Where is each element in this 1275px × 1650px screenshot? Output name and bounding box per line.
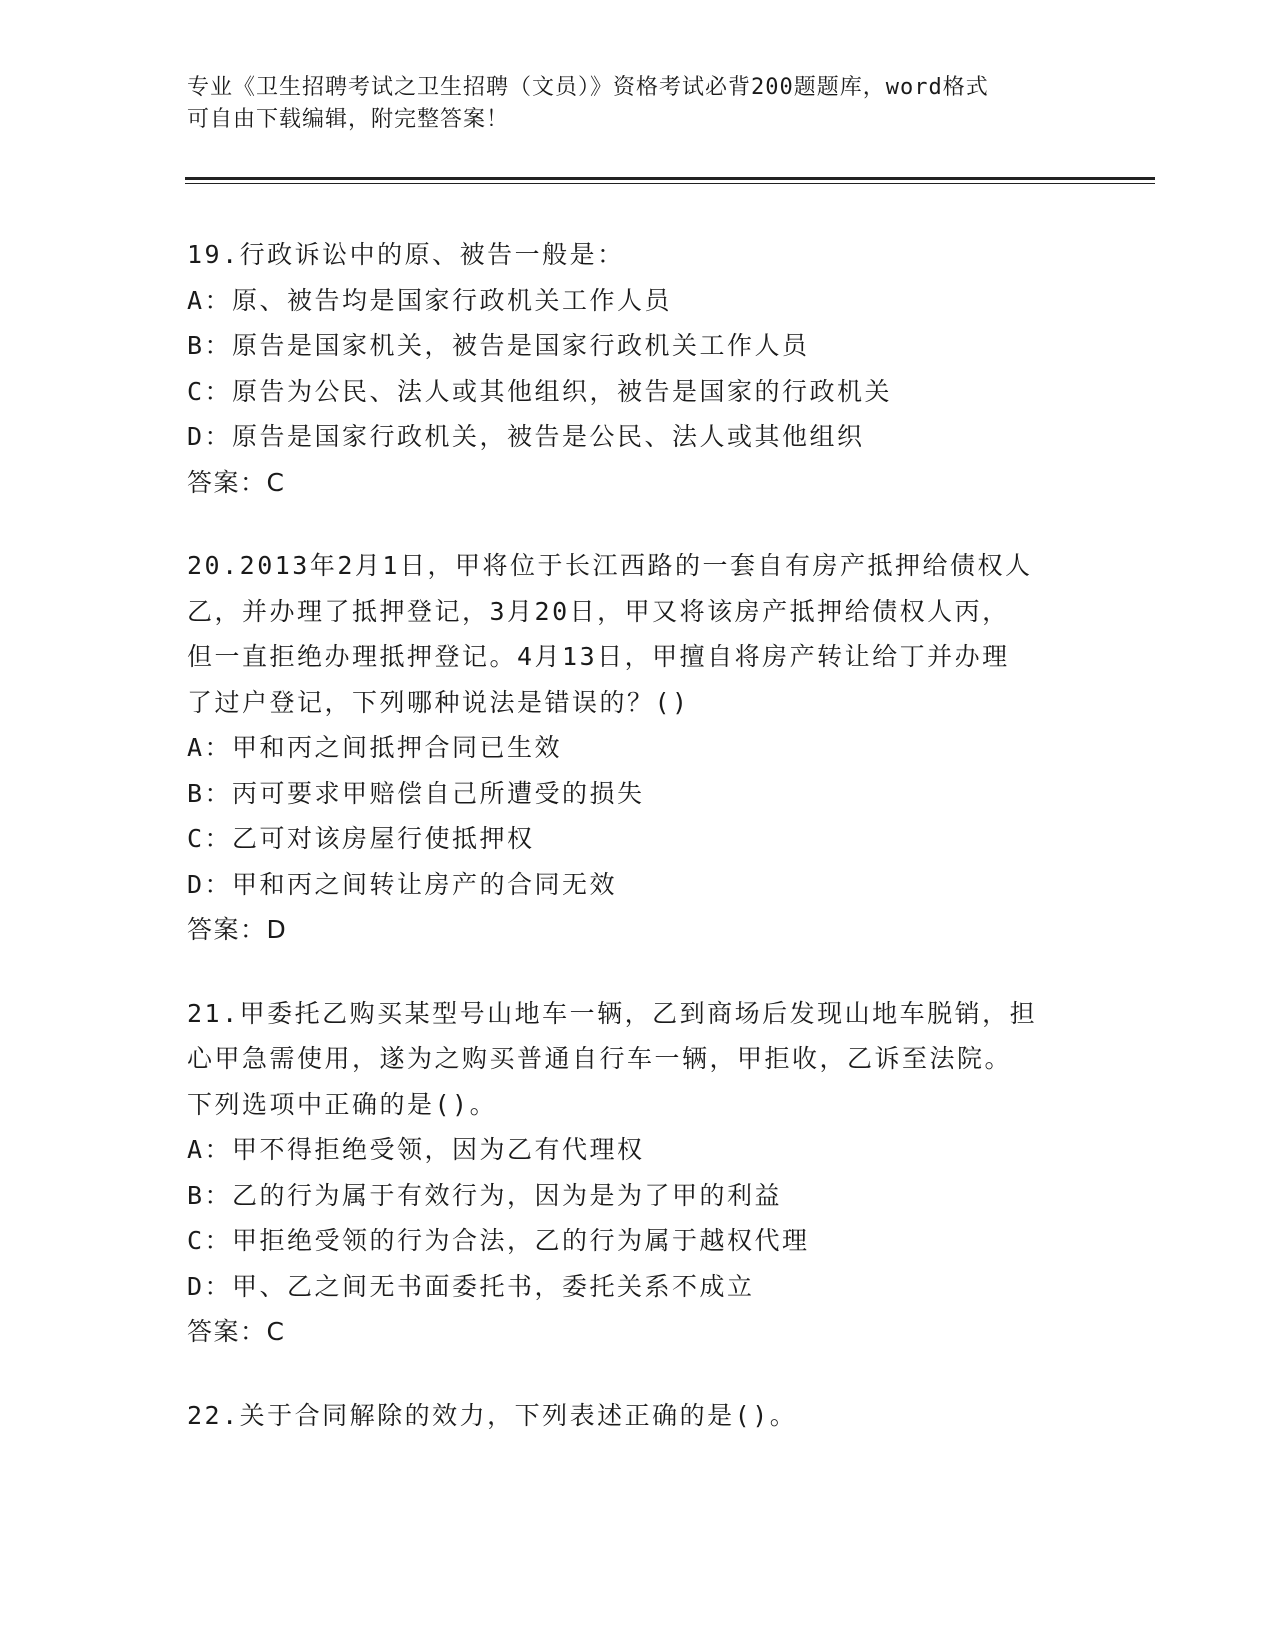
option-b: B：丙可要求甲赔偿自己所遭受的损失 [187,778,645,808]
question-19 [187,232,1087,505]
question-stem: 心甲急需使用，遂为之购买普通自行车一辆，甲拒收，乙诉至法院。 [187,1044,1013,1073]
question-stem: 乙，并办理了抵押登记，3月20日，甲又将该房产抵押给债权人丙， [187,596,1010,626]
question-21 [187,991,1087,1355]
question-stem: 19.行政诉讼中的原、被告一般是： [187,240,625,269]
question-stem: 但一直拒绝办理抵押登记。4月13日，甲擅自将房产转让给丁并办理 [187,642,1010,671]
question-stem: 下列选项中正确的是()。 [187,1089,498,1119]
option-c: C：甲拒绝受领的行为合法，乙的行为属于越权代理 [187,1226,810,1255]
option-b: B：原告是国家机关，被告是国家行政机关工作人员 [187,331,810,360]
question-stem: 20.2013年2月1日，甲将位于长江西路的一套自有房产抵押给债权人 [187,551,1033,580]
header-title-line-2: 可自由下载编辑，附完整答案！ [187,107,510,132]
option-d: D：原告是国家行政机关，被告是公民、法人或其他组织 [187,422,865,451]
question-stem: 22.关于合同解除的效力，下列表述正确的是()。 [187,1400,798,1430]
question-stem: 21.甲委托乙购买某型号山地车一辆，乙到商场后发现山地车脱销，担 [187,998,1038,1028]
option-a: A：甲和丙之间抵押合同已生效 [187,733,563,762]
option-a: A：甲不得拒绝受领，因为乙有代理权 [187,1135,645,1164]
question-22 [187,1393,1087,1439]
option-b: B：乙的行为属于有效行为，因为是为了甲的利益 [187,1180,783,1210]
option-c: C：原告为公民、法人或其他组织，被告是国家的行政机关 [187,376,893,406]
option-d: D：甲、乙之间无书面委托书，委托关系不成立 [187,1271,755,1301]
header-title-line-1: 专业《卫生招聘考试之卫生招聘（文员）》资格考试必背200题题库，word格式 [187,75,989,100]
question-stem: 了过户登记，下列哪种说法是错误的？() [187,687,690,717]
answer-label: 答案：C [187,467,286,497]
header-divider-thin [185,183,1155,184]
question-list [187,232,1087,1476]
question-20 [187,543,1087,953]
option-d: D：甲和丙之间转让房产的合同无效 [187,869,618,899]
document-header [187,72,1087,136]
option-c: C：乙可对该房屋行使抵押权 [187,824,535,853]
header-divider-thick [185,177,1155,180]
answer-label: 答案：D [187,915,288,944]
option-a: A：原、被告均是国家行政机关工作人员 [187,285,673,315]
answer-label: 答案：C [187,1317,286,1346]
